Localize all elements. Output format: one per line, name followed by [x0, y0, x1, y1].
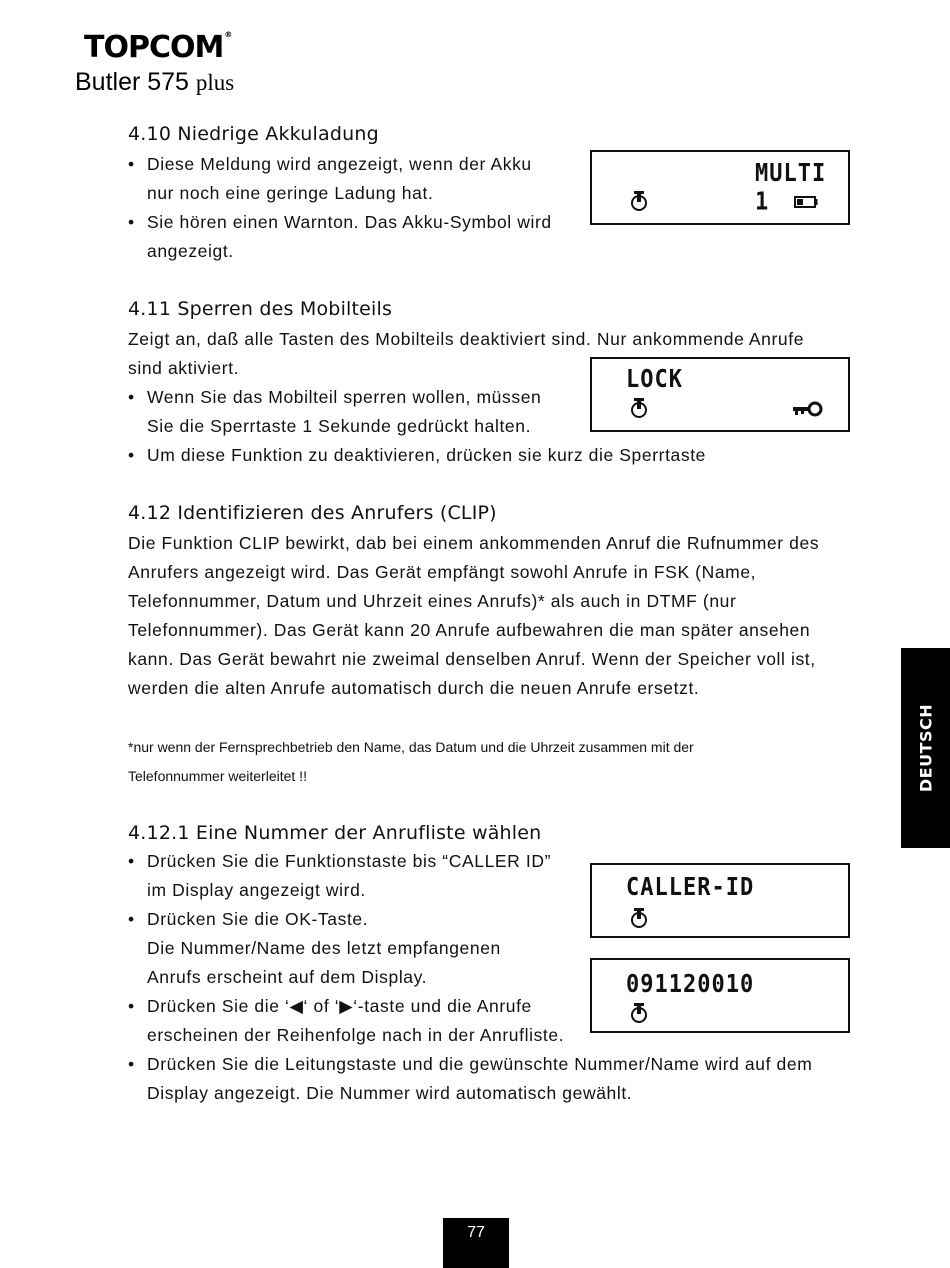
model-suffix: plus [195, 70, 235, 95]
bullet-text: • Um diese Funktion zu deaktivieren, drücken sie kurz die Sperrtaste [128, 441, 706, 470]
footnote: Telefonnummer weiterleitet !! [128, 768, 307, 784]
paragraph-line: Zeigt an, daß alle Tasten des Mobilteils deaktiviert sind. Nur ankommende Anrufe [128, 329, 805, 349]
language-tab [901, 648, 950, 848]
paragraph-line: Telefonnummer, Datum und Uhrzeit eines Anrufs)* als auch in DTMF (nur [128, 591, 737, 611]
section-heading-4-11: 4.11 Sperren des Mobilteils [128, 298, 393, 320]
battery-low-icon [794, 196, 818, 208]
bullet-text: • Drücken Sie die ‘◀‘ of ‘▶‘-taste und die Anrufe [128, 992, 532, 1021]
bullet-continuation: im Display angezeigt wird. [147, 880, 366, 900]
bullet-continuation: nur noch eine geringe Ladung hat. [147, 183, 434, 203]
paragraph-line: kann. Das Gerät bewahrt nie zweimal denselben Anruf. Wenn der Speicher voll ist, [128, 649, 816, 669]
bullet-continuation: erscheinen der Reihenfolge nach in der Anrufliste. [147, 1025, 565, 1045]
bullet-continuation: angezeigt. [147, 241, 234, 261]
lcd-text: CALLER-ID [626, 873, 755, 902]
handset-icon [630, 190, 648, 212]
bullet-continuation: Display angezeigt. Die Nummer wird automatisch gewählt. [147, 1083, 633, 1103]
lcd-display-lock [590, 357, 850, 432]
bullet-text: • Drücken Sie die Funktionstaste bis “CALLER ID” [128, 847, 551, 876]
lcd-display-low-battery [590, 150, 850, 225]
key-lock-icon [791, 401, 823, 417]
paragraph-line: werden die alten Anrufe automatisch durch die neuen Anrufe ersetzt. [128, 678, 700, 698]
bullet-text: • Drücken Sie die Leitungstaste und die gewünschte Nummer/Name wird auf dem [128, 1050, 812, 1079]
paragraph-line: Anrufers angezeigt wird. Das Gerät empfängt sowohl Anrufe in FSK (Name, [128, 562, 757, 582]
handset-icon [630, 1002, 648, 1024]
bullet-text: • Diese Meldung wird angezeigt, wenn der Akku [128, 150, 532, 179]
bullet-continuation: Die Nummer/Name des letzt empfangenen [147, 938, 501, 958]
paragraph-line: Telefonnummer). Das Gerät kann 20 Anrufe aufbewahren die man später ansehen [128, 620, 811, 640]
bullet-text: • Wenn Sie das Mobilteil sperren wollen, müssen [128, 383, 541, 412]
paragraph-line: sind aktiviert. [128, 358, 240, 378]
registered-mark: ® [224, 30, 232, 39]
handset-icon [630, 907, 648, 929]
footnote: *nur wenn der Fernsprechbetrieb den Name, das Datum und die Uhrzeit zusammen mit der [128, 739, 694, 755]
section-heading-4-12-1: 4.12.1 Eine Nummer der Anrufliste wählen [128, 822, 542, 844]
lcd-text: 091120010 [626, 970, 755, 999]
brand-name: TOPCOM [84, 30, 224, 65]
page-number: 77 [443, 1218, 509, 1268]
lcd-display-caller-id [590, 863, 850, 938]
section-heading-4-10: 4.10 Niedrige Akkuladung [128, 123, 379, 145]
brand-logo [84, 30, 231, 65]
lcd-display-number [590, 958, 850, 1033]
language-tab-label: DEUTSCH [916, 703, 935, 793]
paragraph-line: Die Funktion CLIP bewirkt, dab bei einem ankommenden Anruf die Rufnummer des [128, 533, 820, 553]
model-name: Butler 575 [75, 68, 189, 96]
section-heading-4-12: 4.12 Identifizieren des Anrufers (CLIP) [128, 502, 497, 524]
model-title [75, 68, 234, 97]
bullet-text: • Sie hören einen Warnton. Das Akku-Symbol wird [128, 208, 552, 237]
bullet-text: • Drücken Sie die OK-Taste. [128, 905, 368, 934]
lcd-text: MULTI 1 [755, 159, 827, 217]
handset-icon [630, 397, 648, 419]
bullet-continuation: Sie die Sperrtaste 1 Sekunde gedrückt halten. [147, 416, 532, 436]
bullet-continuation: Anrufs erscheint auf dem Display. [147, 967, 428, 987]
lcd-text: LOCK [626, 365, 683, 394]
